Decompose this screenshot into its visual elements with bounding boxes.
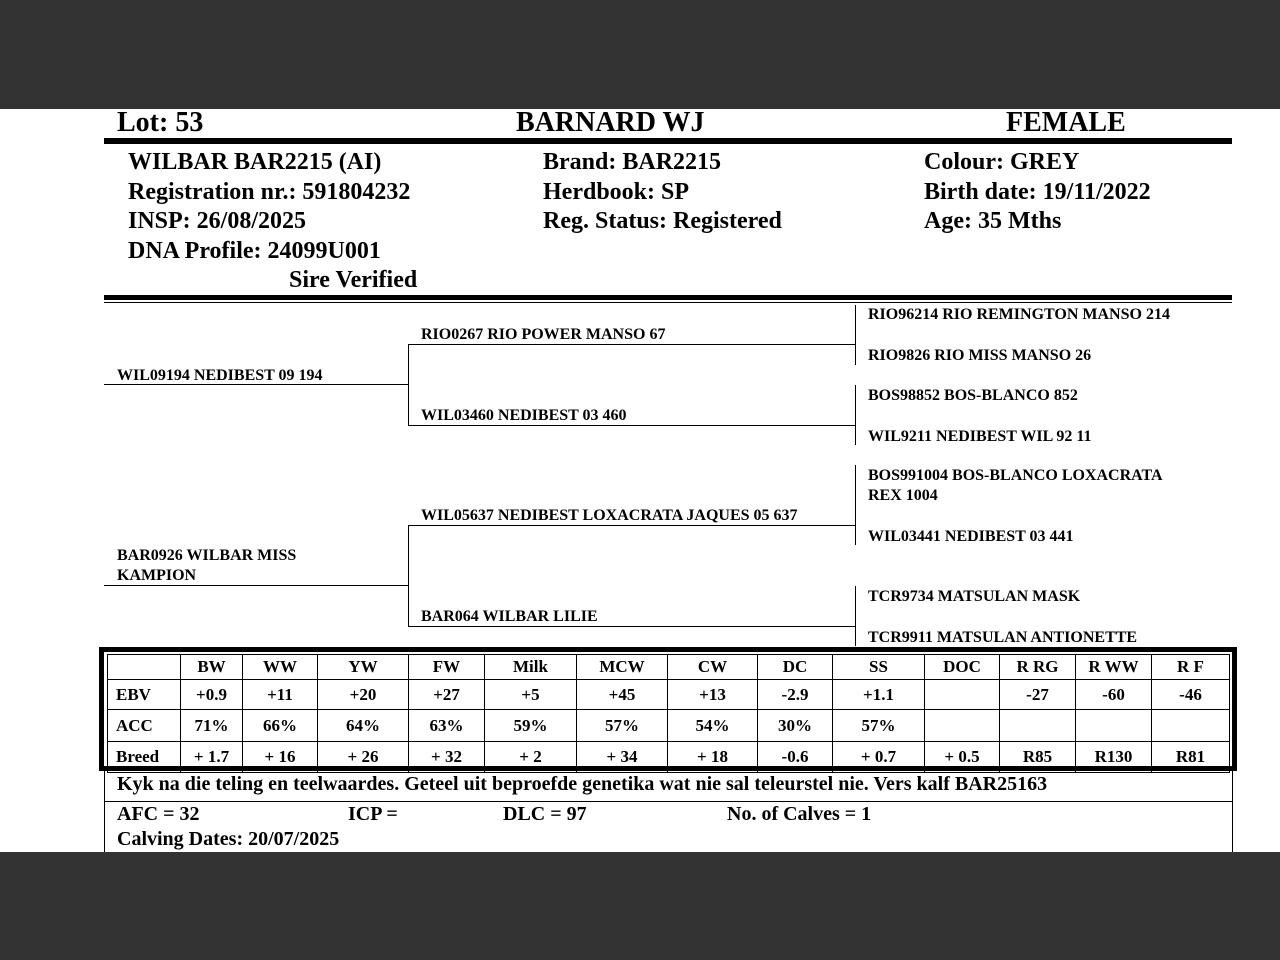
- breed-cell: -0.6: [758, 742, 833, 773]
- ebv-cell: +5: [485, 680, 577, 710]
- breed-cell: + 1.7: [181, 742, 243, 773]
- pedigree-sire-sire: RIO0267 RIO POWER MANSO 67: [421, 326, 666, 343]
- pedigree-ggp-1: RIO96214 RIO REMINGTON MANSO 214: [868, 306, 1170, 323]
- ebv-cell: +45: [577, 680, 668, 710]
- calving-dates: Calving Dates: 20/07/2025: [117, 828, 340, 850]
- acc-cell: 63%: [409, 710, 485, 742]
- brand: Brand: BAR2215: [543, 149, 722, 175]
- sire-verified: Sire Verified: [289, 267, 418, 293]
- acc-cell: [1152, 710, 1230, 742]
- pedigree-ggp-3: BOS98852 BOS-BLANCO 852: [868, 387, 1078, 404]
- col-header: SS: [833, 655, 925, 680]
- acc-cell: [1076, 710, 1152, 742]
- col-header: FW: [409, 655, 485, 680]
- dam-bracket: [408, 525, 409, 627]
- row-label: EBV: [108, 680, 181, 710]
- pedigree-ggp-7: TCR9734 MATSULAN MASK: [868, 588, 1081, 605]
- row-label: ACC: [108, 710, 181, 742]
- acc-cell: 66%: [243, 710, 318, 742]
- breeder-comment: Kyk na die teling en teelwaardes. Geteel uit beproefde genetika wat nie sal teleurstel nie. Vers kalf BAR25163: [117, 773, 1048, 795]
- pedigree-sire: WIL09194 NEDIBEST 09 194: [117, 367, 323, 384]
- pedigree-dam-dam: BAR064 WILBAR LILIE: [421, 608, 598, 625]
- details-divider-thick: [104, 295, 1232, 300]
- age: Age: 35 Mths: [924, 208, 1062, 234]
- sire-sire-line: [408, 344, 855, 345]
- pedigree-ggp-2: RIO9826 RIO MISS MANSO 26: [868, 347, 1092, 364]
- acc-cell: 57%: [577, 710, 668, 742]
- pedigree-ggp-5-line2: REX 1004: [868, 487, 938, 504]
- col-header: WW: [243, 655, 318, 680]
- acc-row: [108, 710, 1230, 742]
- birth-date: Birth date: 19/11/2022: [924, 179, 1151, 205]
- acc-cell: 57%: [833, 710, 925, 742]
- herdbook: Herdbook: SP: [543, 179, 690, 205]
- colour: Colour: GREY: [924, 149, 1080, 175]
- col-header: CW: [668, 655, 758, 680]
- breed-cell: + 34: [577, 742, 668, 773]
- col-header: R WW: [1076, 655, 1152, 680]
- pedigree-ggp-8: TCR9911 MATSULAN ANTIONETTE: [868, 629, 1138, 646]
- lot-sheet: [0, 109, 1280, 852]
- col-header: R RG: [1000, 655, 1076, 680]
- pedigree-ggp-5-line1: BOS991004 BOS-BLANCO LOXACRATA: [868, 467, 1163, 484]
- breeder-name: BARNARD WJ: [516, 109, 705, 138]
- pedigree-sire-dam: WIL03460 NEDIBEST 03 460: [421, 407, 627, 424]
- breed-row: [108, 742, 1230, 773]
- breed-cell: + 32: [409, 742, 485, 773]
- ebv-cell: -46: [1152, 680, 1230, 710]
- breed-cell: + 16: [243, 742, 318, 773]
- ebv-cell: -60: [1076, 680, 1152, 710]
- pedigree-ggp-4: WIL9211 NEDIBEST WIL 92 11: [868, 428, 1092, 445]
- ebv-cell: +11: [243, 680, 318, 710]
- breed-cell: + 0.7: [833, 742, 925, 773]
- ebv-row: [108, 680, 1230, 710]
- dna-profile: DNA Profile: 24099U001: [128, 238, 381, 264]
- breed-cell: + 18: [668, 742, 758, 773]
- col-header: Milk: [485, 655, 577, 680]
- ebv-cell: -27: [1000, 680, 1076, 710]
- pedigree-dam-line2: KAMPION: [117, 567, 197, 584]
- ggp-bracket-4: [855, 586, 856, 646]
- breed-cell: + 2: [485, 742, 577, 773]
- animal-name: WILBAR BAR2215 (AI): [128, 149, 382, 175]
- breed-cell: R130: [1076, 742, 1152, 773]
- col-header: DC: [758, 655, 833, 680]
- acc-cell: 64%: [318, 710, 409, 742]
- dam-dam-line: [408, 626, 855, 627]
- afc: AFC = 32: [117, 803, 200, 825]
- sire-dam-line: [408, 425, 855, 426]
- breed-cell: R85: [1000, 742, 1076, 773]
- number-of-calves: No. of Calves = 1: [727, 803, 872, 825]
- dam-sire-line: [408, 525, 855, 526]
- acc-cell: [1000, 710, 1076, 742]
- inspection-date: INSP: 26/08/2025: [128, 208, 307, 234]
- col-header: DOC: [925, 655, 1000, 680]
- dlc: DLC = 97: [503, 803, 587, 825]
- dam-line: [104, 585, 409, 586]
- ebv-cell: +13: [668, 680, 758, 710]
- acc-cell: 71%: [181, 710, 243, 742]
- registration-number: Registration nr.: 591804232: [128, 179, 411, 205]
- ebv-cell: +0.9: [181, 680, 243, 710]
- pedigree-dam-line1: BAR0926 WILBAR MISS: [117, 547, 297, 564]
- ebv-cell: +1.1: [833, 680, 925, 710]
- lot-number: Lot: 53: [117, 109, 204, 138]
- ebv-header-row: [108, 655, 1230, 680]
- breed-cell: R81: [1152, 742, 1230, 773]
- header-divider: [104, 138, 1232, 144]
- acc-cell: 54%: [668, 710, 758, 742]
- ebv-cell: [925, 680, 1000, 710]
- icp: ICP =: [348, 803, 398, 825]
- col-header: [108, 655, 181, 680]
- row-label: Breed: [108, 742, 181, 773]
- acc-cell: 59%: [485, 710, 577, 742]
- pedigree-ggp-6: WIL03441 NEDIBEST 03 441: [868, 528, 1074, 545]
- acc-cell: [925, 710, 1000, 742]
- col-header: MCW: [577, 655, 668, 680]
- breed-cell: + 0.5: [925, 742, 1000, 773]
- ggp-bracket-2: [855, 385, 856, 445]
- pedigree-dam-sire: WIL05637 NEDIBEST LOXACRATA JAQUES 05 637: [421, 507, 798, 524]
- ggp-bracket-1: [855, 305, 856, 365]
- breed-cell: + 26: [318, 742, 409, 773]
- ebv-table: [107, 654, 1230, 773]
- registration-status: Reg. Status: Registered: [543, 208, 782, 234]
- sire-line: [104, 384, 409, 385]
- col-header: BW: [181, 655, 243, 680]
- sex-label: FEMALE: [1006, 109, 1126, 138]
- col-header: R F: [1152, 655, 1230, 680]
- acc-cell: 30%: [758, 710, 833, 742]
- col-header: YW: [318, 655, 409, 680]
- sire-bracket: [408, 344, 409, 426]
- ebv-cell: -2.9: [758, 680, 833, 710]
- ebv-cell: +27: [409, 680, 485, 710]
- details-divider-thin: [104, 302, 1232, 303]
- ebv-cell: +20: [318, 680, 409, 710]
- ggp-bracket-3: [855, 465, 856, 545]
